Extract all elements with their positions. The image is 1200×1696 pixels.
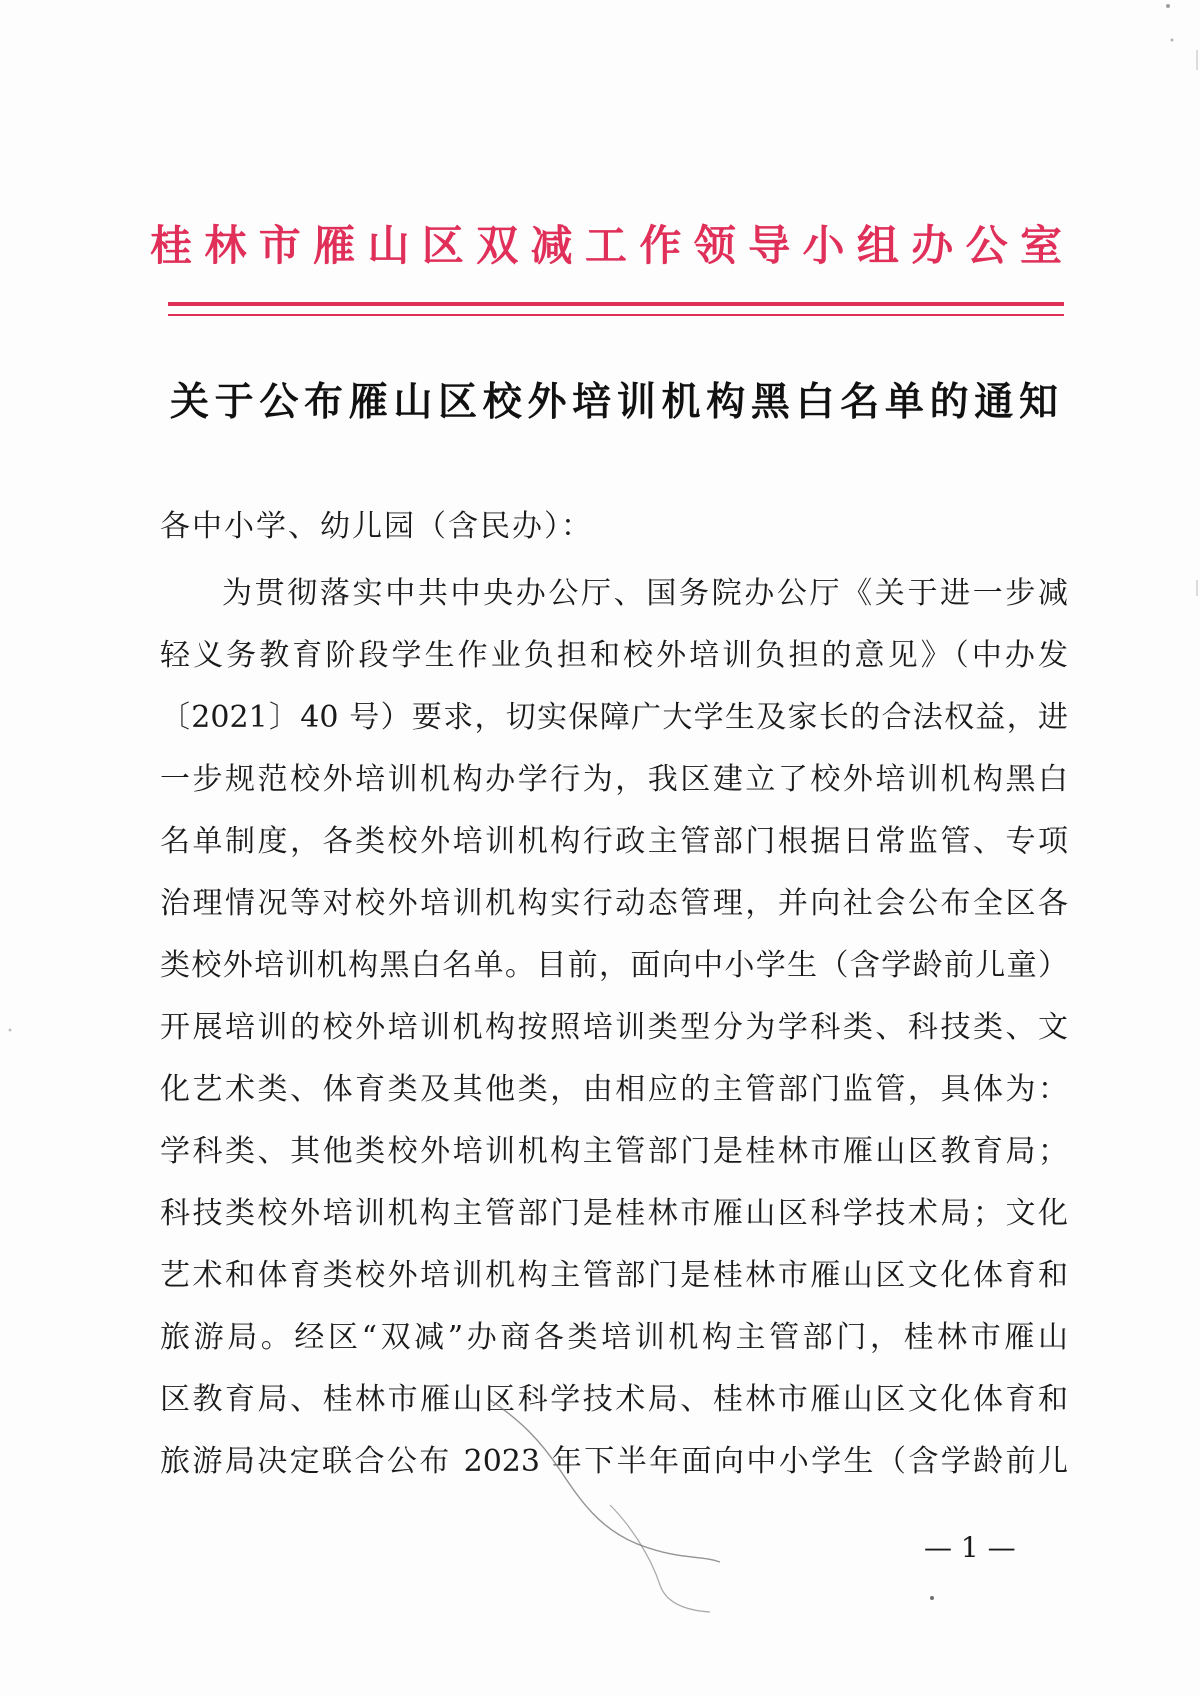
body-line: 区教育局、桂林市雁山区科学技术局、桂林市雁山区文化体育和 — [160, 1382, 1068, 1417]
body-line: 旅游局。经区“双减”办商各类培训机构主管部门，桂林市雁山 — [160, 1320, 1068, 1355]
body-line: 轻义务教育阶段学生作业负担和校外培训负担的意见》（中办发 — [160, 638, 1068, 673]
body-text — [160, 572, 1068, 1502]
body-line: 科技类校外培训机构主管部门是桂林市雁山区科学技术局；文化 — [160, 1196, 1068, 1231]
body-line: 开展培训的校外培训机构按照培训类型分为学科类、科技类、文 — [160, 1010, 1068, 1045]
body-line: 旅游局决定联合公布 2023 年下半年面向中小学生（含学龄前儿 — [160, 1444, 1068, 1479]
body-line: 艺术和体育类校外培训机构主管部门是桂林市雁山区文化体育和 — [160, 1258, 1068, 1293]
body-line: 名单制度，各类校外培训机构行政主管部门根据日常监管、专项 — [160, 824, 1068, 859]
body-line: 类校外培训机构黑白名单。目前，面向中小学生（含学龄前儿童） — [160, 948, 1068, 983]
red-header-rule-thin — [168, 314, 1064, 316]
issuing-organization-header: 桂林市雁山区双减工作领导小组办公室 — [150, 221, 1062, 270]
body-line: 治理情况等对校外培训机构实行动态管理，并向社会公布全区各 — [160, 886, 1068, 921]
body-line: 化艺术类、体育类及其他类，由相应的主管部门监管，具体为： — [160, 1072, 1068, 1107]
body-line: 为贯彻落实中共中央办公厅、国务院办公厅《关于进一步减 — [222, 576, 1068, 611]
body-line: 〔2021〕40 号）要求，切实保障广大学生及家长的合法权益，进 — [160, 700, 1068, 735]
salutation: 各中小学、幼儿园（含民办）： — [160, 509, 593, 544]
document-title: 关于公布雁山区校外培训机构黑白名单的通知 — [170, 379, 1058, 425]
body-line: 学科类、其他类校外培训机构主管部门是桂林市雁山区教育局； — [160, 1134, 1068, 1169]
page-number: — 1 — — [924, 1531, 1016, 1564]
body-line: 一步规范校外培训机构办学行为，我区建立了校外培训机构黑白 — [160, 762, 1068, 797]
red-header-rule-thick — [168, 302, 1064, 306]
